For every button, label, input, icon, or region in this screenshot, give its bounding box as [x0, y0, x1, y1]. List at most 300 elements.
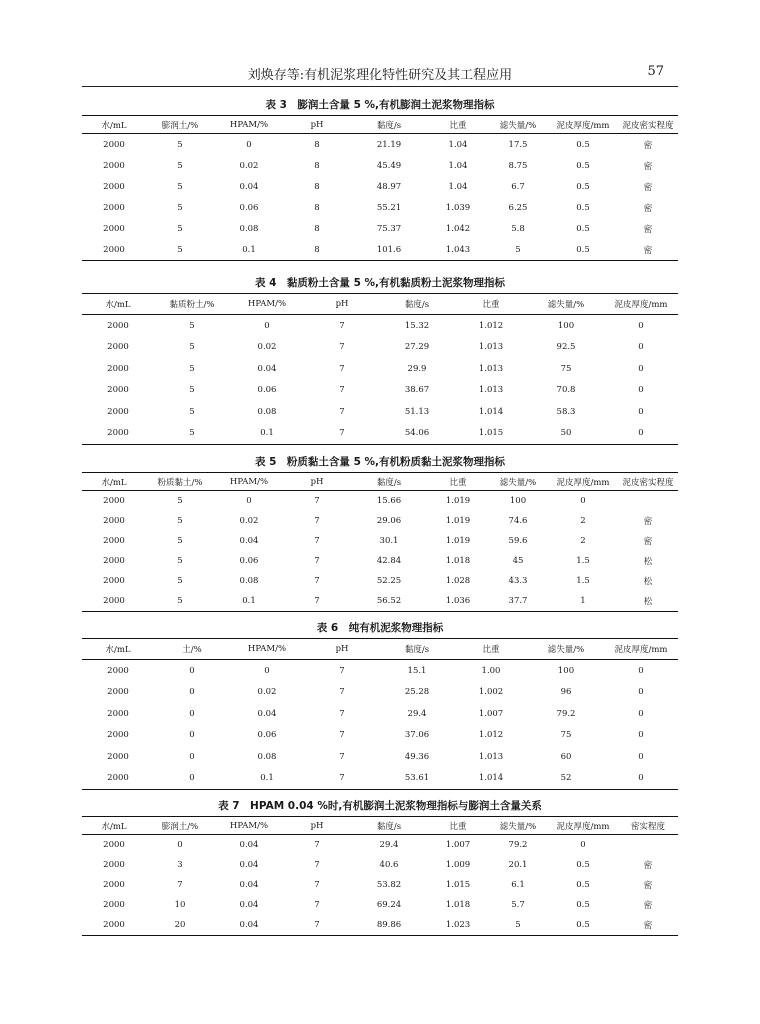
- table-cell: 40.6: [379, 860, 399, 870]
- page-number: 57: [647, 64, 664, 79]
- table-cell: 0.08: [257, 406, 277, 417]
- table-row: [82, 176, 678, 197]
- table-cell: 69.24: [376, 900, 402, 910]
- table-cell: 15.66: [376, 496, 402, 506]
- table-row: [82, 725, 678, 747]
- table-cell: 79.2: [556, 708, 576, 719]
- table-cell: 2000: [107, 320, 129, 331]
- table-cell: 0: [580, 840, 586, 850]
- table-cell: 7: [314, 556, 320, 566]
- table-row: [82, 551, 678, 571]
- table-cell: 密: [643, 861, 653, 871]
- table-cell: 5: [177, 181, 183, 192]
- table-cell: 1.019: [445, 536, 471, 546]
- table-cell: 15.1: [407, 665, 427, 676]
- table-cell: 1.014: [478, 406, 504, 417]
- table-row: [82, 875, 678, 895]
- table-row: [82, 423, 678, 445]
- table-cell: 1.019: [445, 496, 471, 506]
- table-cell: 0.1: [242, 596, 256, 606]
- table-cell: 74.6: [508, 516, 528, 526]
- table-cell: 2000: [103, 880, 125, 890]
- table-cell: 0.04: [257, 363, 277, 374]
- table-cell: 55.21: [376, 202, 402, 213]
- table-cell: 2000: [103, 181, 125, 192]
- table-cell: 1.007: [478, 708, 504, 719]
- table-cell: 6.7: [511, 181, 525, 192]
- table-cell: 5: [177, 536, 183, 546]
- table-cell: 0.02: [239, 160, 259, 171]
- table-cell: 1.043: [445, 244, 471, 255]
- table-cell: 5: [177, 596, 183, 606]
- table-cell: 0: [638, 385, 644, 396]
- table-cell: 0.06: [257, 730, 277, 741]
- table-cell: 60: [560, 751, 572, 762]
- column-header: 比重: [428, 116, 488, 134]
- table-cell: 密: [643, 161, 653, 172]
- table-cell: 7: [314, 576, 320, 586]
- table-cell: 0.1: [260, 428, 274, 439]
- table-cell: 8: [314, 160, 320, 171]
- table-cell: 8: [314, 202, 320, 213]
- table-row: [82, 571, 678, 591]
- table-row: [82, 682, 678, 704]
- table-cell: 0.04: [239, 920, 259, 930]
- table-cell: 0: [246, 496, 252, 506]
- table-cell: 2000: [107, 751, 129, 762]
- column-header: HPAM/%: [214, 116, 284, 134]
- table-cell: 7: [314, 860, 320, 870]
- column-header: 滤失量/%: [528, 294, 604, 315]
- table-cell: 1.04: [448, 181, 468, 192]
- column-header: 水/mL: [82, 639, 154, 660]
- table-cell: 56.52: [376, 596, 402, 606]
- table-cell: 17.5: [508, 139, 528, 150]
- table-row: [82, 337, 678, 359]
- table-row: [82, 358, 678, 380]
- table-cell: 8: [314, 181, 320, 192]
- table-cell: 1.012: [478, 320, 504, 331]
- table-cell: 7: [339, 406, 345, 417]
- table-cell: 2000: [107, 665, 129, 676]
- table-cell: 37.06: [404, 730, 430, 741]
- table-cell: 0.06: [239, 202, 259, 213]
- table-cell: 0.5: [576, 160, 590, 171]
- table-cell: 52: [560, 773, 572, 784]
- column-header: 水/mL: [82, 473, 146, 491]
- table-cell: 6.25: [508, 202, 528, 213]
- column-header: 密实程度: [618, 817, 678, 835]
- column-header: 黏度/s: [350, 116, 428, 134]
- table-cell: 0: [638, 665, 644, 676]
- table-cell: 2000: [103, 576, 125, 586]
- column-header: pH: [284, 116, 350, 134]
- table-cell: 2000: [107, 687, 129, 698]
- table-cell: 6.1: [511, 880, 525, 890]
- table-cell: 密: [643, 203, 653, 214]
- table-cell: 1.013: [478, 342, 504, 353]
- table-cell: 密: [643, 537, 653, 547]
- column-header: 粉质黏土/%: [146, 473, 214, 491]
- table-cell: 5: [189, 385, 195, 396]
- table-cell: 7: [314, 920, 320, 930]
- column-header: 泥皮厚度/mm: [548, 116, 618, 134]
- table-cell: 1.009: [445, 860, 471, 870]
- table-row: [82, 531, 678, 551]
- column-header: 黏度/s: [350, 817, 428, 835]
- table-cell: 5: [189, 406, 195, 417]
- column-header: 水/mL: [82, 817, 146, 835]
- table-cell: 1.013: [478, 751, 504, 762]
- table-cell: 0: [189, 751, 195, 762]
- table-cell: 0.5: [576, 900, 590, 910]
- table-cell: 2: [580, 536, 586, 546]
- table-cell: 5: [177, 160, 183, 171]
- table-row: [82, 511, 678, 531]
- table-cell: 密: [643, 881, 653, 891]
- table-cell: 0.5: [576, 244, 590, 255]
- table-cell: 1.042: [445, 223, 471, 234]
- table-cell: 75: [560, 363, 572, 374]
- table-cell: 2000: [103, 244, 125, 255]
- table-cell: 0: [189, 730, 195, 741]
- table-cell: 10: [174, 900, 186, 910]
- table-row: [82, 703, 678, 725]
- table-cell: 0: [638, 708, 644, 719]
- table-cell: 密: [643, 224, 653, 235]
- table-cell: 7: [339, 320, 345, 331]
- column-header: 泥皮厚度/mm: [604, 294, 678, 315]
- table-cell: 1.018: [445, 556, 471, 566]
- table-7: [82, 816, 678, 936]
- table-caption: 表 3 膨润土含量 5 %,有机膨润土泥浆物理指标: [265, 99, 495, 111]
- table-cell: 松: [643, 597, 653, 607]
- column-header: 比重: [454, 294, 528, 315]
- table-cell: 0: [638, 406, 644, 417]
- table-5: [82, 472, 678, 612]
- table-cell: 79.2: [508, 840, 528, 850]
- table-row: [82, 915, 678, 936]
- table-row: [82, 895, 678, 915]
- table-cell: 1: [580, 596, 586, 606]
- table-cell: 5: [177, 516, 183, 526]
- table-cell: 1.012: [478, 730, 504, 741]
- column-header: HPAM/%: [230, 294, 304, 315]
- table-cell: 5: [177, 576, 183, 586]
- table-cell: 5: [189, 428, 195, 439]
- column-header: 泥皮密实程度: [618, 473, 678, 491]
- table-cell: 0.1: [260, 773, 274, 784]
- table-5-block: [82, 452, 678, 612]
- table-cell: 1.04: [448, 139, 468, 150]
- table-cell: 37.7: [508, 596, 528, 606]
- table-6: [82, 638, 678, 790]
- table-cell: 7: [177, 880, 183, 890]
- table-cell: 0.5: [576, 223, 590, 234]
- column-header: 滤失量/%: [488, 116, 548, 134]
- table-cell: 2000: [103, 202, 125, 213]
- column-header: pH: [304, 294, 380, 315]
- table-cell: 0.08: [239, 576, 259, 586]
- table-cell: 0.08: [257, 751, 277, 762]
- table-cell: 7: [339, 751, 345, 762]
- table-3-block: [82, 95, 678, 261]
- table-cell: 0: [177, 840, 183, 850]
- table-cell: 7: [314, 900, 320, 910]
- table-cell: 5: [177, 223, 183, 234]
- table-cell: 100: [557, 665, 575, 676]
- table-cell: 48.97: [376, 181, 402, 192]
- table-row: [82, 315, 678, 337]
- table-cell: 2000: [103, 920, 125, 930]
- table-row: [82, 155, 678, 176]
- table-cell: 1.014: [478, 773, 504, 784]
- table-cell: 42.84: [376, 556, 402, 566]
- table-cell: 2000: [103, 496, 125, 506]
- table-cell: 0: [638, 428, 644, 439]
- table-caption: 表 4 黏质粉土含量 5 %,有机黏质粉土泥浆物理指标: [254, 277, 506, 289]
- table-cell: 101.6: [376, 244, 402, 255]
- table-cell: 0.04: [257, 708, 277, 719]
- table-cell: 5: [515, 920, 521, 930]
- table-cell: 49.36: [404, 751, 430, 762]
- table-cell: 2000: [103, 223, 125, 234]
- table-cell: 0.04: [239, 880, 259, 890]
- table-cell: 密: [643, 517, 653, 527]
- column-header: HPAM/%: [214, 817, 284, 835]
- table-cell: 100: [557, 320, 575, 331]
- table-cell: 2000: [103, 556, 125, 566]
- table-cell: 25.28: [404, 687, 430, 698]
- table-row: [82, 218, 678, 239]
- table-cell: 1.00: [481, 665, 501, 676]
- table-cell: 0: [189, 665, 195, 676]
- table-cell: 3: [177, 860, 183, 870]
- table-cell: 89.86: [376, 920, 402, 930]
- table-cell: 0.5: [576, 202, 590, 213]
- table-cell: 7: [339, 342, 345, 353]
- table-cell: 7: [314, 496, 320, 506]
- table-cell: 2: [580, 516, 586, 526]
- table-cell: 1.5: [576, 576, 590, 586]
- table-cell: 38.67: [404, 385, 430, 396]
- table-cell: 5: [177, 556, 183, 566]
- table-cell: 0.06: [239, 556, 259, 566]
- column-header: 水/mL: [82, 116, 146, 134]
- table-cell: 2000: [103, 596, 125, 606]
- column-header: 滤失量/%: [488, 473, 548, 491]
- table-cell: 29.9: [407, 363, 427, 374]
- column-header: 泥皮厚度/mm: [548, 473, 618, 491]
- table-cell: 8.75: [508, 160, 528, 171]
- table-cell: 7: [314, 596, 320, 606]
- table-cell: [618, 491, 678, 512]
- table-cell: 0.5: [576, 860, 590, 870]
- table-cell: 0.02: [239, 516, 259, 526]
- table-cell: 7: [339, 773, 345, 784]
- table-cell: 1.04: [448, 160, 468, 171]
- table-cell: 7: [314, 880, 320, 890]
- table-cell: 2000: [107, 730, 129, 741]
- column-header: 黏度/s: [380, 639, 454, 660]
- table-cell: 2000: [107, 708, 129, 719]
- table-cell: 59.6: [508, 536, 528, 546]
- table-cell: 1.013: [478, 385, 504, 396]
- table-cell: 0.5: [576, 181, 590, 192]
- table-cell: 5.8: [511, 223, 525, 234]
- table-cell: 密: [643, 901, 653, 911]
- table-cell: 30.1: [379, 536, 399, 546]
- table-3: [82, 115, 678, 261]
- table-cell: 1.018: [445, 900, 471, 910]
- table-4: [82, 293, 678, 445]
- table-row: [82, 491, 678, 512]
- table-cell: 29.06: [376, 516, 402, 526]
- table-caption: 表 6 纯有机泥浆物理指标: [316, 622, 444, 634]
- table-cell: 密: [643, 921, 653, 931]
- table-cell: 1.036: [445, 596, 471, 606]
- table-cell: 2000: [103, 900, 125, 910]
- table-cell: 53.82: [376, 880, 402, 890]
- table-cell: 75: [560, 730, 572, 741]
- column-header: 泥皮密实程度: [618, 116, 678, 134]
- table-cell: 2000: [107, 385, 129, 396]
- table-cell: 54.06: [404, 428, 430, 439]
- table-cell: 7: [339, 708, 345, 719]
- table-cell: 1.015: [478, 428, 504, 439]
- table-7-block: [82, 796, 678, 936]
- table-cell: 松: [643, 557, 653, 567]
- table-cell: 58.3: [556, 406, 576, 417]
- table-cell: 2000: [103, 160, 125, 171]
- table-cell: 2000: [107, 406, 129, 417]
- table-cell: 1.007: [445, 840, 471, 850]
- table-row: [82, 855, 678, 875]
- table-row: [82, 835, 678, 856]
- table-cell: 15.32: [404, 320, 430, 331]
- table-cell: 8: [314, 139, 320, 150]
- table-cell: 2000: [107, 428, 129, 439]
- table-cell: 0.06: [257, 385, 277, 396]
- table-6-block: [82, 618, 678, 790]
- table-cell: 0: [264, 665, 270, 676]
- column-header: 水/mL: [82, 294, 154, 315]
- table-cell: 0: [246, 139, 252, 150]
- table-cell: 1.015: [445, 880, 471, 890]
- table-cell: 27.29: [404, 342, 430, 353]
- table-cell: 0: [638, 320, 644, 331]
- table-cell: 密: [643, 140, 653, 151]
- table-cell: 7: [339, 665, 345, 676]
- table-cell: 1.002: [478, 687, 504, 698]
- running-title: 刘焕存等:有机泥浆理化特性研究及其工程应用: [247, 68, 513, 83]
- table-cell: 5: [177, 244, 183, 255]
- table-cell: 0: [189, 773, 195, 784]
- table-row: [82, 591, 678, 612]
- table-cell: 70.8: [556, 385, 576, 396]
- table-cell: 5: [515, 244, 521, 255]
- table-cell: 0: [638, 363, 644, 374]
- table-cell: 密: [643, 245, 653, 256]
- table-cell: 20: [174, 920, 186, 930]
- table-row: [82, 768, 678, 790]
- table-caption: 表 7 HPAM 0.04 %时,有机膨润土泥浆物理指标与膨润土含量关系: [218, 800, 542, 812]
- table-cell: 96: [560, 687, 572, 698]
- table-cell: [618, 835, 678, 856]
- table-cell: 20.1: [508, 860, 528, 870]
- table-cell: 1.5: [576, 556, 590, 566]
- table-cell: 0: [638, 687, 644, 698]
- table-cell: 29.4: [379, 840, 399, 850]
- table-cell: 0.08: [239, 223, 259, 234]
- table-cell: 7: [339, 363, 345, 374]
- table-cell: 0: [580, 496, 586, 506]
- table-cell: 0: [638, 773, 644, 784]
- table-cell: 0.04: [239, 860, 259, 870]
- table-row: [82, 197, 678, 218]
- table-cell: 2000: [103, 536, 125, 546]
- table-cell: 5: [177, 139, 183, 150]
- table-cell: 7: [339, 730, 345, 741]
- table-cell: 0.04: [239, 900, 259, 910]
- table-cell: 松: [643, 577, 653, 587]
- table-cell: 2000: [107, 342, 129, 353]
- table-cell: 5: [189, 320, 195, 331]
- table-cell: 0: [638, 751, 644, 762]
- table-cell: 21.19: [376, 139, 402, 150]
- table-cell: 0: [638, 730, 644, 741]
- table-cell: 0.5: [576, 139, 590, 150]
- column-header: 黏质粉土/%: [154, 294, 230, 315]
- table-cell: 0: [189, 687, 195, 698]
- table-cell: 7: [339, 428, 345, 439]
- table-cell: 7: [339, 385, 345, 396]
- table-cell: 52.25: [376, 576, 402, 586]
- table-cell: 2000: [103, 840, 125, 850]
- table-cell: 7: [314, 536, 320, 546]
- table-cell: 0.5: [576, 920, 590, 930]
- table-cell: 0.5: [576, 880, 590, 890]
- table-row: [82, 746, 678, 768]
- table-cell: 1.039: [445, 202, 471, 213]
- table-cell: 0.04: [239, 840, 259, 850]
- table-cell: 0.02: [257, 687, 277, 698]
- column-header: HPAM/%: [230, 639, 304, 660]
- table-cell: 50: [560, 428, 572, 439]
- column-header: pH: [284, 473, 350, 491]
- table-caption: 表 5 粉质黏土含量 5 %,有机粉质黏土泥浆物理指标: [254, 456, 506, 468]
- column-header: HPAM/%: [214, 473, 284, 491]
- column-header: 泥皮厚度/mm: [604, 639, 678, 660]
- column-header: 土/%: [154, 639, 230, 660]
- table-cell: 5.7: [511, 900, 525, 910]
- table-cell: 0.04: [239, 536, 259, 546]
- table-row: [82, 401, 678, 423]
- table-cell: 75.37: [376, 223, 402, 234]
- column-header: 黏度/s: [350, 473, 428, 491]
- table-cell: 29.4: [407, 708, 427, 719]
- table-cell: 2000: [107, 363, 129, 374]
- table-cell: 0: [264, 320, 270, 331]
- table-cell: 1.023: [445, 920, 471, 930]
- column-header: 滤失量/%: [488, 817, 548, 835]
- table-cell: 5: [177, 202, 183, 213]
- table-cell: 92.5: [556, 342, 576, 353]
- table-row: [82, 380, 678, 402]
- table-cell: 100: [509, 496, 527, 506]
- table-cell: 2000: [103, 860, 125, 870]
- table-cell: 0: [189, 708, 195, 719]
